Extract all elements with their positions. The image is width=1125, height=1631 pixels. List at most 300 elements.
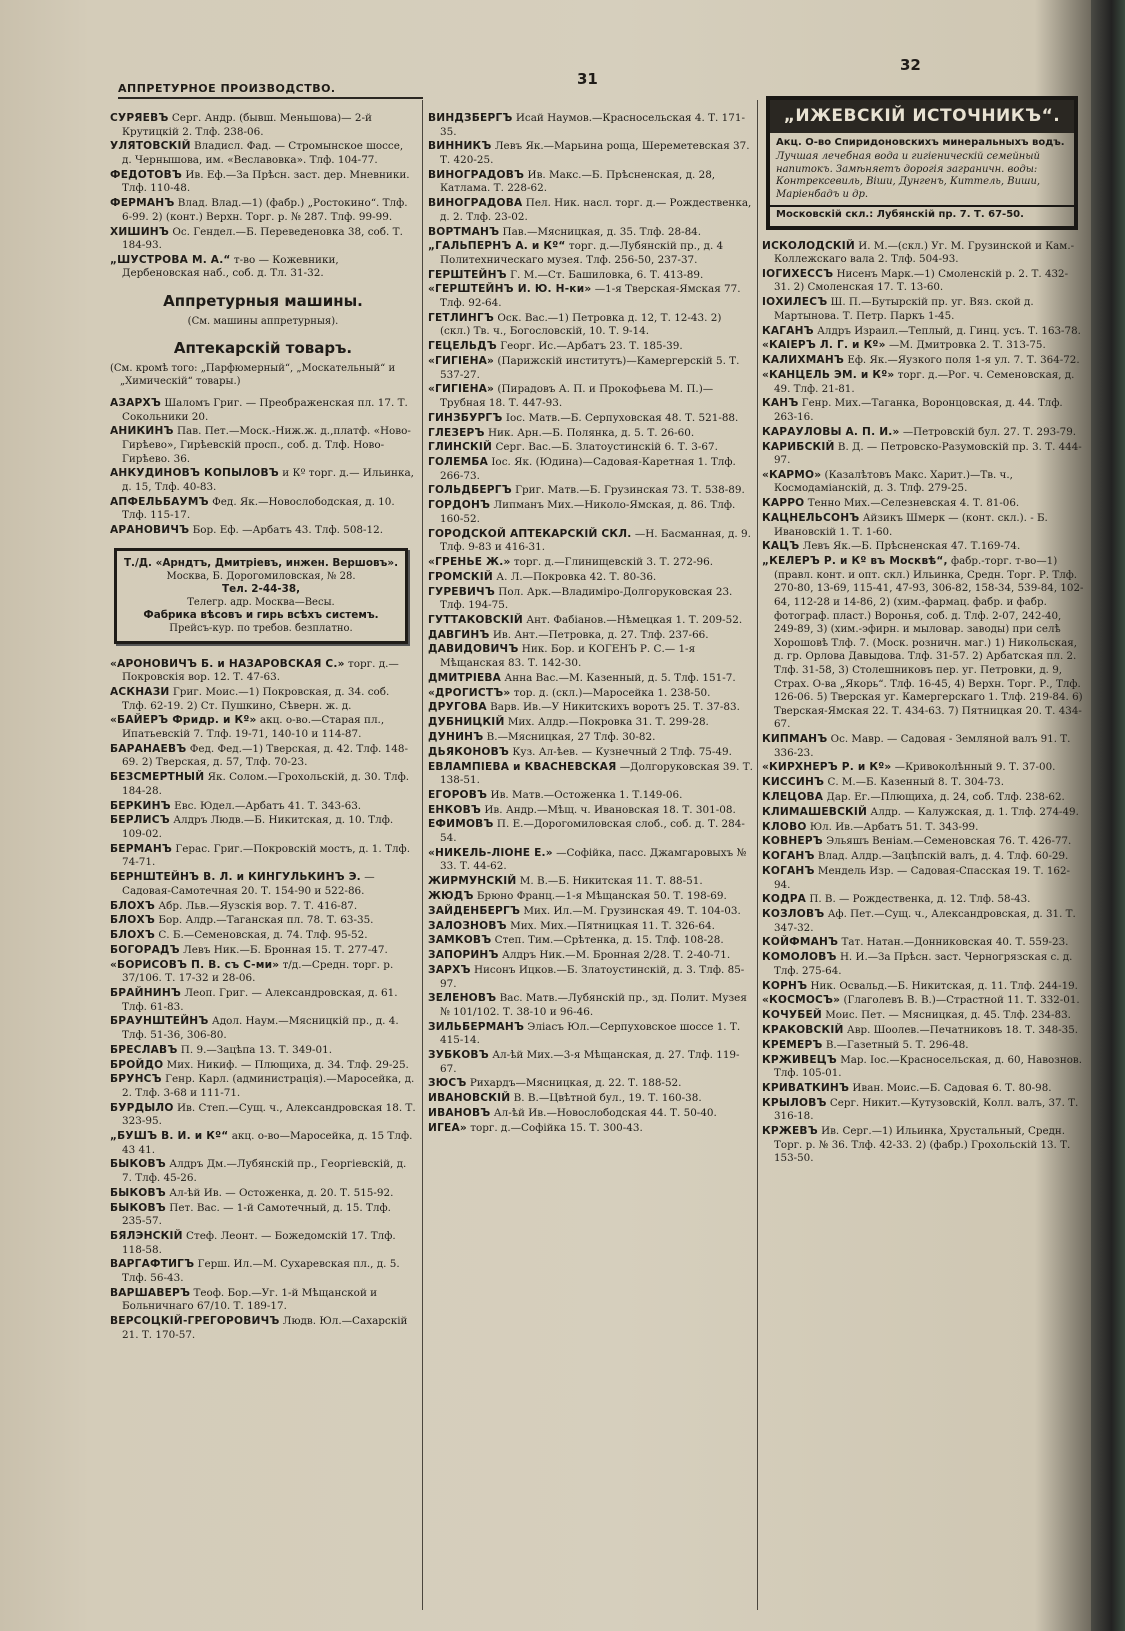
entry-details: Ив. Матв.—Остоженка 1. Т.149-06. [490,788,683,801]
entry-details: Ив. Серг.—1) Ильинка, Хрустальный, Средн. Торг. р. № 36. Тлф. 42-33. 2) (фабр.) Грохольскій 13. Т. 153-50. [774,1125,1071,1165]
entry-name: ЖИРМУНСКІЙ [428,875,517,888]
directory-entry [428,312,753,339]
entry-details: Ив. Степ.—Сущ. ч., Александровская 18. Т. 323-95. [122,1101,416,1128]
entry-name: БЫКОВЪ [110,1158,166,1171]
directory-entry [428,169,753,196]
entry-name: ВИННИКЪ [428,140,492,153]
directory-entry [762,865,1084,892]
entry-details: Г. М.—Ст. Башиловка, 6. Т. 413-89. [510,268,704,281]
directory-entry [428,890,753,904]
entry-details: Шаломъ Григ. — Преображенская пл. 17. Т. Сокольники 20. [122,397,408,423]
entry-name: ГЛИНСКІЙ [428,441,493,454]
entry-details: Н. И.—За Прѣсн. заст. Черногрязская с. д. Тлф. 275-64. [774,951,1073,977]
entry-details: —Петровскій бул. 27. Т. 293-79. [902,425,1077,438]
directory-entry [110,524,416,538]
entry-details: Серг. Никит.—Кутузовскій, Колл. валъ, 37. Т. 316-18. [774,1096,1079,1123]
directory-entry [428,905,753,919]
entry-details: Варв. Ив.—У Никитскихъ воротъ 25. Т. 37-83. [490,701,740,714]
directory-entry [110,944,416,958]
entry-details: — Садовая-Самотечная 20. Т. 154-90 и 522-86. [122,871,375,897]
running-header: АППРЕТУРНОЕ ПРОИЗВОДСТВО. [118,82,423,99]
entry-name: КАРАУЛОВЫ А. П. И.» [762,425,900,438]
entry-details: Алдр. — Калужская, д. 1. Тлф. 274-49. [870,805,1079,818]
entry-name: КАНЪ [762,397,799,410]
entry-name: БАРАНАЕВЪ [110,742,187,755]
directory-entry [110,771,416,798]
entries-mid [110,397,416,538]
entry-name: КРИВАТКИНЪ [762,1081,850,1094]
ad-subtitle: Акц. О-во Спиридоновскихъ минеральныхъ водъ. [776,136,1065,148]
directory-entry [428,499,753,526]
entry-name: «АРОНОВИЧЪ Б. и НАЗАРОВСКАЯ С.» [110,657,345,670]
entry-name: «КАНЦЕЛЬ ЭМ. и Кº» [762,368,895,381]
directory-entry [428,456,753,483]
column-3 [762,96,1084,1596]
entries-top [110,112,416,281]
directory-entry [428,140,753,167]
entry-details: Пол. Арк.—Владиміро-Долгоруковская 23. Тлф. 194-75. [440,585,733,612]
entry-details: Генр. Мих.—Таганка, Воронцовская, д. 44. Тлф. 263-16. [774,397,1063,423]
entry-name: БЫКОВЪ [110,1186,166,1199]
entry-name: КРЖЕВЪ [762,1125,818,1138]
entry-details: Нисонъ Ицков.—Б. Златоустинскій, д. 3. Тлф. 85-97. [440,963,745,990]
entry-name: «БАЙЕРЪ Фридр. и Кº» [110,714,257,727]
entry-details: Влад. Алдр.—Зацѣпскій валъ, д. 4. Тлф. 60-29. [817,850,1069,863]
entry-name: БРЕСЛАВЪ [110,1043,178,1056]
directory-entry [110,1202,416,1229]
directory-entry [762,497,1084,511]
directory-entry [428,226,753,240]
directory-entry [110,900,416,914]
ad-title: Т./Д. «Арндтъ, Дмитріевъ, инжен. Вершовъ». [123,556,399,569]
entry-details: —Кривоколѣнный 9. Т. 37-00. [894,761,1056,774]
directory-entry [428,920,753,934]
directory-entry [110,686,416,713]
entry-details: Липманъ Мих.—Николо-Ямская, д. 86. Тлф. 160-52. [440,499,736,525]
entry-details: Стеф. Леонт. — Божедомскій 17. Тлф. 118-58. [122,1229,396,1256]
directory-entry [428,1107,753,1121]
entry-details: Мар. Іос.—Красносельская, д. 60, Навознов. Тлф. 105-01. [774,1053,1082,1080]
entry-details: —Софійка, пасс. Джамгаровыхъ № 33. Т. 44-62. [440,846,747,873]
entry-name: «НИКЕЛЬ-ЛІОНЕ Е.» [428,846,553,859]
entry-name: БРАУНШТЕЙНЪ [110,1015,209,1028]
entry-name: ДЬЯКОНОВЪ [428,745,510,758]
directory-entry [762,469,1084,496]
directory-entry [110,254,416,281]
directory-entry [428,1122,753,1136]
directory-entry [428,571,753,585]
entry-details: Герш. Ил.—М. Сухаревская пл., д. 5. Тлф. 56-43. [122,1258,400,1284]
entry-name: „ГАЛЬПЕРНЪ А. и Кº“ [428,240,566,253]
entry-details: П. 9.—Зацѣпа 13. Т. 349-01. [180,1043,333,1056]
entry-details: Айзикъ Шмерк — (конт. скл.). - Б. Ивановскій 1. Т. 1-60. [774,512,1048,538]
directory-entry [110,112,416,139]
entry-details: (Глаголевъ В. В.)—Страстной 11. Т. 332-01. [843,994,1080,1007]
directory-entry [762,806,1084,820]
entry-details: Моис. Пет. — Мясницкая, д. 45. Тлф. 234-83. [825,1009,1071,1022]
entry-name: КЛИМАШЕВСКІЙ [762,805,868,818]
entry-details: Ник. Арн.—Б. Полянка, д. 5. Т. 26-60. [487,426,695,439]
directory-entry [428,556,753,570]
directory-entry [428,586,753,613]
directory-entry [110,658,416,685]
directory-entry [110,1102,416,1129]
directory-entry [762,397,1084,424]
directory-entry [428,112,753,139]
directory-entry [110,743,416,770]
directory-entry [110,914,416,928]
column-rule [757,100,758,1610]
directory-entry [110,1015,416,1042]
entry-details: Ник. Освальд.—Б. Никитская, д. 11. Тлф. 244-19. [810,979,1078,992]
directory-entry [762,733,1084,760]
directory-entry [110,140,416,167]
entry-details: Куз. Ал-ѣев. — Кузнечный 2 Тлф. 75-49. [512,745,732,758]
entry-name: «КОСМОСЪ» [762,994,841,1007]
directory-entry [762,893,1084,907]
entry-name: ГРОМСКІЙ [428,570,493,583]
directory-entry [110,1130,416,1157]
directory-entry [428,746,753,760]
directory-entry [762,1024,1084,1038]
directory-entry [762,951,1084,978]
entries-bottom [110,658,416,1343]
entry-details: Абр. Льв.—Яузскія вор. 7. Т. 416-87. [158,899,358,912]
entry-details: торг. д.—Глинищевскій 3. Т. 272-96. [513,555,714,568]
entry-details: М. В.—Б. Никитская 11. Т. 88-51. [519,875,703,888]
directory-entry [762,1125,1084,1166]
directory-entry [428,340,753,354]
entry-details: С. Б.—Семеновская, д. 74. Тлф. 95-52. [158,929,368,942]
directory-entry [428,672,753,686]
book-binding [1091,0,1125,1631]
entry-name: КРЫЛОВЪ [762,1096,827,1109]
entry-details: Рихардъ—Мясницкая, д. 22. Т. 188-52. [469,1077,682,1090]
directory-entry [762,835,1084,849]
entry-name: АНКУДИНОВЪ КОПЫЛОВЪ [110,467,279,480]
entry-details: Серг. Вас.—Б. Златоустинскій 6. Т. 3-67. [495,441,718,454]
entry-details: Эльяшъ Веніам.—Семеновская 76. Т. 426-77. [826,835,1072,848]
entry-name: ЗАЛОЗНОВЪ [428,919,507,932]
directory-entry [110,1287,416,1314]
entry-name: УЛЯТОВСКІЙ [110,140,191,153]
entry-name: КОРНЪ [762,979,808,992]
entry-name: КОГАНЪ [762,864,815,877]
section-note-machines: (См. машины аппретурныя). [187,315,339,327]
entry-name: ДРУГОВА [428,701,487,714]
entry-details: Мих. Алдр.—Покровка 31. Т. 299-28. [507,716,709,729]
directory-entry [762,555,1084,732]
entry-name: ВОРТМАНЪ [428,225,500,238]
directory-entry [428,1077,753,1091]
entry-name: СУРЯЕВЪ [110,112,169,124]
entry-details: Тат. Натан.—Донниковская 40. Т. 559-23. [841,936,1069,949]
entry-name: ДМИТРІЕВА [428,671,502,684]
entry-name: БРУНСЪ [110,1073,162,1086]
entry-details: Исай Наумов.—Красносельская 4. Т. 171-35. [440,112,745,138]
ad-title: „ИЖЕВСКІЙ ИСТОЧНИКЪ“. [770,100,1074,133]
directory-entry [428,240,753,267]
directory-entry [428,789,753,803]
directory-entry [762,936,1084,950]
entry-details: —Долгоруковская 39. Т. 138-51. [440,760,753,787]
entry-details: торг. д.—Покровскія вор. 12. Т. 47-63. [122,657,399,684]
entry-name: КАРРО [762,497,805,510]
directory-entry [428,875,753,889]
entry-name: КОВНЕРЪ [762,835,823,848]
directory-entry [428,643,753,670]
directory-entry [428,283,753,310]
entry-details: И. М.—(скл.) Уг. М. Грузинской и Кам.-Коллежскаго вала 2. Тлф. 504-93. [774,239,1075,266]
entry-name: КОЗЛОВЪ [762,908,825,921]
directory-entry [762,540,1084,554]
entry-name: КРЕМЕРЪ [762,1038,823,1051]
entry-name: БЯЛЭНСКІЙ [110,1229,183,1242]
entry-name: «ГИГІЕНА» [428,383,495,396]
entry-name: АЗАРХЪ [110,397,162,410]
ad-line: Фабрика вѣсовъ и гирь всѣхъ системъ. [143,608,379,621]
entry-name: БЕРЛИСЪ [110,814,170,827]
ad-body: Лучшая лечебная вода и гигіеническій семейный напитокъ. Замѣняетъ дорогія заграничн. воды: Контрексевиль, Віши, Дунгенъ, Киттель, Виши, Маріенбадъ и др. [776,151,1041,200]
entry-details: Мендель Изр. — Садовая-Спасская 19. Т. 162-94. [774,864,1070,891]
directory-entry [428,383,753,410]
entry-details: Ал-ѣй Ив. — Остоженка, д. 20. Т. 515-92. [169,1186,394,1199]
entry-name: ЕНКОВЪ [428,803,481,816]
entry-details: и Кº торг. д.— Ильинка, д. 15, Тлф. 40-83. [122,467,414,493]
ad-footer: Московскій скл.: Лубянскій пр. 7. Т. 67-50. [770,205,1074,222]
entry-name: ГОРОДСКОЙ АПТЕКАРСКІЙ СКЛ. [428,527,632,540]
entry-details: Людв. Юл.—Сахарскій 21. Т. 170-57. [122,1315,408,1341]
entry-name: ГОРДОНЪ [428,499,491,512]
entries [428,112,753,1135]
directory-entry [110,226,416,253]
entry-name: ЗАЙДЕНБЕРГЪ [428,904,521,917]
directory-entry [762,1082,1084,1096]
directory-entry [110,397,416,424]
directory-entry [110,814,416,841]
entry-name: ДУБНИЦКІЙ [428,716,505,729]
entry-name: „КЕЛЕРЪ Р. и Кº въ Москвѣ“, [762,555,948,568]
directory-entry [428,701,753,715]
entry-name: БРАЙНИНЪ [110,987,182,999]
entry-name: „ШУСТРОВА М. А.“ [110,253,231,266]
entry-details: Ив. Андр.—Мѣщ. ч. Ивановская 18. Т. 301-08. [484,803,736,816]
directory-entry [110,1315,416,1342]
entry-details: Алдръ Дм.—Лубянскій пр., Георгіевскій, д. 7. Тлф. 45-26. [122,1158,407,1185]
directory-entry [762,426,1084,440]
entry-details: Пет. Вас. — 1-й Самотечный, д. 15. Тлф. 235-57. [122,1201,391,1228]
entry-name: КАЦЪ [762,540,800,553]
entry-name: ВИНДЗБЕРГЪ [428,112,513,124]
entry-name: ЕВЛАМПІЕВА и КВАСНЕВСКАЯ [428,760,617,773]
entry-details: Нисенъ Марк.—1) Смоленскій р. 2. Т. 432-31. 2) Смоленская 17. Т. 13-60. [774,267,1069,294]
directory-entry [428,934,753,948]
entry-name: БЕРНШТЕЙНЪ В. Л. и КИНГУЛЬКИНЪ Э. [110,871,361,884]
directory-entry [428,269,753,283]
entry-details: П. Е.—Дорогомиловская слоб., соб. д. Т. 284-54. [440,818,745,845]
entry-name: ИГЕА» [428,1121,467,1134]
entry-name: КОДРА [762,893,807,906]
entry-details: торг. д.—Лубянскій пр., д. 4 Политехническаго музея. Тлф. 256-50, 237-37. [440,240,724,266]
directory-entry [110,871,416,898]
entry-details: Фед. Як.—Новослободская, д. 10. Тлф. 115-17. [122,495,395,522]
entry-details: Алдръ Израил.—Теплый, д. Гинц. усъ. Т. 163-78. [817,324,1081,337]
entry-details: Як. Солом.—Грохольскій, д. 30. Тлф. 184-28. [122,771,410,797]
directory-entry [428,716,753,730]
entry-details: Эліасъ Юл.—Серпуховское шоссе 1. Т. 415-14. [440,1020,741,1047]
section-title-pharmacy: Аптекарскій товаръ. [173,339,353,358]
directory-entry [762,339,1084,353]
entry-details: Юл. Ив.—Арбатъ 51. Т. 343-99. [809,820,979,833]
entry-details: Аф. Пет.—Сущ. ч., Александровская, д. 31. Т. 347-32. [774,908,1076,934]
directory-entry [762,369,1084,396]
entries [762,240,1084,1166]
ad-line: Тел. 2-44-38, [221,582,301,595]
directory-entry [762,512,1084,539]
entry-name: ГИНЗБУРГЪ [428,411,503,424]
entry-name: ЗАПОРИНЪ [428,949,499,962]
entry-name: КИССИНЪ [762,776,825,789]
directory-entry [428,614,753,628]
entry-details: Теоф. Бор.—Уг. 1-й Мѣщанской и Больничнаго 67/10. Т. 189-17. [122,1286,378,1313]
entry-name: «КИРХНЕРЪ Р. и Кº» [762,761,892,774]
directory-entry [110,467,416,494]
directory-entry [110,1059,416,1073]
entry-name: ГУРЕВИЧЪ [428,585,495,598]
entry-details: Герас. Григ.—Покровскій мостъ, д. 1. Тлф. 74-71. [122,842,410,869]
directory-entry [110,1044,416,1058]
directory-entry [428,412,753,426]
entry-name: ГЕРШТЕЙНЪ [428,268,507,281]
entry-details: Ив. Макс.—Б. Прѣсненская, д. 28, Катлама. Т. 228-62. [440,168,716,195]
directory-entry [762,908,1084,935]
entry-name: КОГАНЪ [762,850,815,863]
entry-details: Вас. Матв.—Лубянскій пр., зд. Полит. Музея № 101/102. Т. 38-10 и 96-46. [440,992,747,1018]
advertisement-izhevsk [766,96,1078,230]
entry-details: А. Л.—Покровка 42. Т. 80-36. [496,570,657,583]
directory-entry [428,427,753,441]
entry-details: (Казалѣтовъ Макс. Харит.)—Тв. ч., Космодаміанскій, д. 3. Тлф. 279-25. [774,468,1013,495]
directory-entry [110,800,416,814]
entry-name: ЕФИМОВЪ [428,818,494,831]
directory-entry [110,1158,416,1185]
entry-name: ВЕРСОЦКІЙ-ГРЕГОРОВИЧЪ [110,1315,280,1328]
section-title-machines: Аппретурныя машины. [163,292,363,311]
entry-name: КАЦНЕЛЬСОНЪ [762,512,860,525]
entry-name: «КАІЕРЪ Л. Г. и Кº» [762,339,886,352]
directory-entry [428,1092,753,1106]
entry-name: ХИШИНЪ [110,225,170,238]
entry-name: КЛЕЦОВА [762,791,824,804]
entry-details: В.—Мясницкая, 27 Тлф. 30-82. [486,730,656,743]
entry-name: БРОЙДО [110,1058,164,1071]
entry-name: БЛОХЪ [110,914,155,927]
directory-entry [110,169,416,196]
entry-name: «ГРЕНЬЕ Ж.» [428,555,511,568]
directory-entry [762,240,1084,267]
entry-name: КИПМАНЪ [762,733,828,746]
directory-entry [428,687,753,701]
entry-name: ІОХИЛЕСЪ [762,296,828,309]
entry-details: Иван. Моис.—Б. Садовая 6. Т. 80-98. [852,1081,1052,1094]
entry-name: «ГЕРШТЕЙНЪ И. Ю. Н-ки» [428,283,592,296]
entry-details: Алдръ Ник.—М. Бронная 2/28. Т. 2-40-71. [501,949,731,962]
entry-name: АНИКИНЪ [110,425,174,438]
entry-name: ВИНОГРАДОВЪ [428,168,525,181]
entry-details: Ив. Ант.—Петровка, д. 27. Тлф. 237-66. [492,628,709,641]
entry-details: Еф. Як.—Яузкого поля 1-я ул. 7. Т. 364-72. [847,354,1080,367]
directory-entry [110,425,416,466]
entry-name: КРАКОВСКІЙ [762,1023,844,1036]
directory-entry [762,354,1084,368]
entry-details: Дар. Ег.—Плющиха, д. 24, соб. Тлф. 238-62. [826,791,1065,804]
directory-entry [762,1097,1084,1124]
entry-details: Генр. Карл. (администрація).—Маросейка, д. 2. Тлф. 3-68 и 111-71. [122,1073,415,1099]
entry-name: ИВАНОВСКІЙ [428,1092,511,1105]
entry-details: Серг. Андр. (бывш. Меньшова)— 2-й Крутицкій 2. Тлф. 238-06. [122,112,372,138]
entry-name: „БУШЪ В. И. и Кº“ [110,1130,229,1143]
directory-entry [428,731,753,745]
directory-entry [762,776,1084,790]
directory-entry [110,714,416,741]
entry-details: Анна Вас.—М. Казенный, д. 5. Тлф. 151-7. [504,671,736,684]
directory-entry [110,1073,416,1100]
directory-entry [762,761,1084,775]
entry-details: Ив. Еф.—За Прѣсн. заст. дер. Мневники. Тлф. 110-48. [122,168,410,195]
directory-entry [428,818,753,845]
entry-name: АСКНАЗИ [110,686,170,699]
entry-details: Левъ Як.—Марьина роща, Шереметевская 37. Т. 420-25. [440,140,750,166]
column-2 [428,112,753,1612]
entry-name: КОМОЛОВЪ [762,951,837,964]
entry-details: Ник. Бор. и КОГЕНЪ Р. С.— 1-я Мѣщанская 83. Т. 142-30. [440,643,696,670]
entry-name: ЖЮДЪ [428,890,474,902]
directory-entry [762,821,1084,835]
entry-name: ЕГОРОВЪ [428,788,488,801]
entry-name: КАРИБСКІЙ [762,440,835,453]
entry-name: ФЕДОТОВЪ [110,168,183,181]
entry-details: Пав.—Мясницкая, д. 35. Тлф. 28-84. [502,225,702,238]
entry-details: Оск. Вас.—1) Петровка д. 12, Т. 12-43. 2) (скл.) Тв. ч., Богословскій, 10. Т. 9-14. [440,311,722,338]
directory-entry [110,959,416,986]
entry-name: ГОЛЕМБА [428,456,489,469]
entry-details: т/д.—Средн. торг. р. 37/106. Т. 17-32 и 28-06. [122,958,394,985]
entry-details: Ант. Фабіанов.—Нѣмецкая 1. Т. 209-52. [526,613,743,626]
entry-name: БЛОХЪ [110,899,155,912]
directory-entry [428,949,753,963]
entry-details: торг. д.—Рог. ч. Семеновская, д. 49. Тлф. 21-81. [774,368,1075,395]
directory-entry [428,804,753,818]
section-note-pharmacy: (См. кромѣ того: „Парфюмерный“, „Москательный“ и „Химическій“ товары.) [110,362,396,388]
entry-name: ГЛЕЗЕРЪ [428,426,485,439]
entry-details: Георг. Ис.—Арбатъ 23. Т. 185-39. [500,340,683,353]
entry-details: Адол. Наум.—Мясницкій пр., д. 4. Тлф. 51-36, 306-80. [122,1015,399,1041]
entry-name: КАЛИХМАНЪ [762,354,845,367]
entry-name: ЗЮСЪ [428,1077,467,1090]
directory-entry [428,484,753,498]
entry-details: П. В. — Рождественка, д. 12. Тлф. 58-43. [809,893,1031,906]
ad-line: Прейсъ-кур. по требов. безплатно. [169,622,353,634]
entry-name: БУРДЫЛО [110,1101,174,1114]
entry-details: Ос. Гендел.—Б. Переведеновка 38, соб. Т. 184-93. [122,225,403,252]
entry-details: Григ. Моис.—1) Покровская, д. 34. соб. Тлф. 62-19. 2) Ст. Пушкино, Сѣверн. ж. д. [122,686,390,712]
entry-name: БЛОХЪ [110,929,155,942]
directory-entry [110,1187,416,1201]
entry-details: Степ. Тим.—Срѣтенка, д. 15. Тлф. 108-28. [494,934,724,947]
entry-details: Левъ Ник.—Б. Бронная 15. Т. 277-47. [183,943,388,956]
directory-entry [762,296,1084,323]
ad-line: Москва, Б. Дорогомиловская, № 28. [166,570,356,582]
